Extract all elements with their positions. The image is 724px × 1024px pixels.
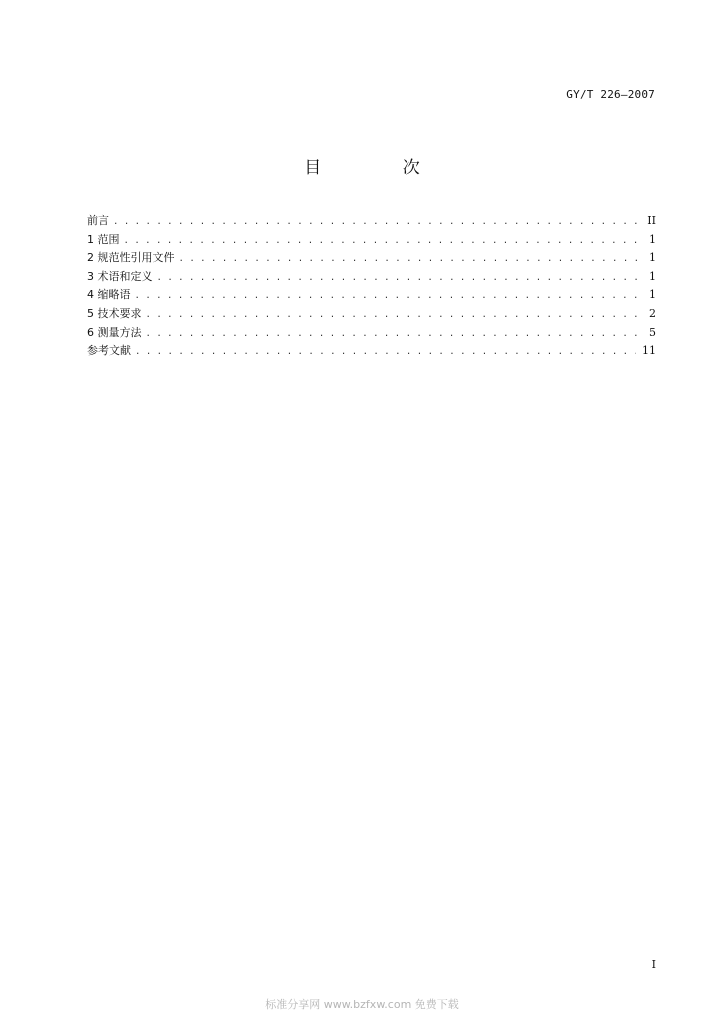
- toc-entry-label: 3 术语和定义: [87, 269, 153, 283]
- toc-entry-measurement-methods[interactable]: [87, 324, 656, 343]
- toc-leader-dots: [146, 325, 644, 344]
- toc-entry-scope[interactable]: [87, 231, 656, 250]
- document-code: GY/T 226—2007: [566, 88, 655, 101]
- toc-entry-page: II: [647, 214, 656, 227]
- toc-entry-page: 11: [642, 344, 656, 358]
- toc-entry-bibliography[interactable]: [87, 342, 656, 361]
- toc-leader-dots: [146, 306, 644, 325]
- toc-entry-label: 5 技术要求: [87, 306, 142, 320]
- toc-leader-dots: [157, 269, 644, 288]
- toc-entry-normative-references[interactable]: [87, 249, 656, 268]
- toc-entry-page: 1: [649, 232, 656, 246]
- toc-entry-label: 前言: [87, 214, 109, 227]
- toc-entry-page: 2: [649, 306, 656, 320]
- toc-entry-label: 2 规范性引用文件: [87, 251, 175, 265]
- toc-leader-dots: [179, 250, 644, 269]
- toc-entry-abbreviations[interactable]: [87, 286, 656, 305]
- toc-entry-page: 1: [649, 288, 656, 302]
- toc-entry-foreword[interactable]: [87, 212, 656, 231]
- toc-entry-page: 1: [649, 269, 656, 283]
- toc-leader-dots: [113, 213, 641, 232]
- toc-entry-terms-definitions[interactable]: [87, 268, 656, 287]
- toc-entry-label: 6 测量方法: [87, 325, 142, 339]
- toc-entry-page: 5: [649, 325, 656, 339]
- table-of-contents: [87, 212, 656, 361]
- page-number: I: [651, 958, 656, 971]
- toc-entry-label: 4 缩略语: [87, 288, 131, 302]
- toc-entry-label: 1 范围: [87, 232, 120, 246]
- toc-title: 目 次: [304, 158, 458, 178]
- toc-entry-label: 参考文献: [87, 344, 131, 358]
- toc-leader-dots: [135, 343, 636, 362]
- toc-entry-page: 1: [649, 251, 656, 265]
- toc-entry-technical-requirements[interactable]: [87, 305, 656, 324]
- toc-leader-dots: [135, 287, 644, 306]
- watermark-text: 标准分享网 www.bzfxw.com 免费下载: [265, 998, 459, 1011]
- toc-leader-dots: [124, 232, 644, 251]
